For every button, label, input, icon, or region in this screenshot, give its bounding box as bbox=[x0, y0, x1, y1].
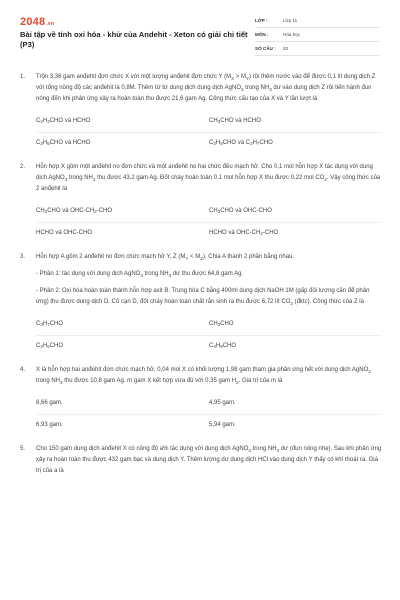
answer-option[interactable]: HCHO và OHC-CHO bbox=[36, 222, 209, 244]
meta-key: MÔN : bbox=[255, 32, 269, 37]
question-2 bbox=[20, 162, 382, 252]
answer-options bbox=[36, 201, 382, 244]
answer-option[interactable]: HCHO và OHC-CH 2 -CHO bbox=[209, 222, 382, 244]
question-number: 1. bbox=[20, 74, 26, 80]
question-text: Cho 150 gam dung dịch anđehit X có nồng độ a% tác dụng với dung dịch AgNO$_3$ trong $NH_3$ dư (đun nóng nhẹ). Sau khi phản ứng xảy ra hoàn toàn thu được 432 gam bạc và dung dịch Y. Thêm lượng dư dung dịch HCl vào dung dịch Y thấy có khí thoát ra. Giá trị của a là bbox=[36, 446, 382, 474]
question-4 bbox=[20, 365, 382, 444]
question-number: 2. bbox=[20, 164, 26, 170]
question-list bbox=[20, 72, 382, 485]
question-1 bbox=[20, 72, 382, 162]
answer-option[interactable]: C 2 H 5 CHO và C 3 H 7 CHO bbox=[209, 132, 382, 154]
meta-row-count bbox=[255, 42, 380, 56]
meta-row-grade bbox=[255, 14, 380, 28]
question-3 bbox=[20, 252, 382, 365]
question-number: 3. bbox=[20, 254, 26, 260]
answer-option[interactable]: CH 3 CHO và HCHO bbox=[209, 118, 261, 124]
question-text: X là hỗn hợp hai anđehit đơn chức mạch hở. 0,04 mol X có khối lượng 1,98 gam tham gia phản ứng hết với dung dịch AgNO$_3$ trong $NH_3$ thu được 10,8 gam Ag. m gam X kết hợp vừa đủ với 0,35 gam $H_2$. Giá trị của m là bbox=[36, 367, 371, 386]
answer-option[interactable]: CH 3 CHO và OHC-CH 2 -CHO bbox=[36, 208, 113, 214]
meta-table bbox=[255, 14, 380, 56]
answer-option[interactable]: 5,94 gam. bbox=[209, 414, 382, 436]
question-stem bbox=[20, 444, 382, 477]
question-number: 4. bbox=[20, 367, 26, 373]
question-stem bbox=[20, 72, 382, 105]
question-5 bbox=[20, 444, 382, 485]
answer-option[interactable]: 8,66 gam. bbox=[36, 400, 63, 406]
question-stem bbox=[20, 365, 382, 387]
meta-value: 20 bbox=[283, 46, 289, 51]
meta-value: Hóa học bbox=[283, 32, 301, 37]
question-text: Hỗn hợp X gồm một anđehit no đơn chức và một anđehit no hai chức đều mạch hở. Cho 0,1 mol hỗn hợp X tác dụng với dung dịch AgNO$_3$ trong $NH_3$ thu được 43,2 gam Ag. Đốt cháy hoàn toàn 0,1 mol hỗn hợp X thu được 0,22 mol $CO_2$. Vậy công thức của 2 anđehit là bbox=[36, 164, 381, 192]
answer-option[interactable]: CH 3 CHO bbox=[209, 321, 234, 327]
question-stem bbox=[20, 252, 382, 263]
answer-option[interactable]: C 2 H 3 CHO và HCHO bbox=[36, 118, 91, 124]
question-part: - Phần 2: Oxi hóa hoàn toàn thành hỗn hợp axit B. Trung hòa C bằng 400ml dung dịch NaOH 1M (gấp đôi lượng cần để phản ứng) thu được dung dịch D. Cô cạn D, đốt cháy hoàn toàn chất rắn sinh ra thu được 6,72 lít $CO_2$ (đktc). Công thức của Z là bbox=[36, 288, 370, 307]
answer-options bbox=[36, 393, 382, 436]
answer-option[interactable]: C 2 H 5 CHO bbox=[36, 335, 209, 357]
meta-row-subject bbox=[255, 28, 380, 42]
question-text: Hỗn hợp A gồm 2 anđehit no đơn chức mạch hở Y, Z $(M_Y < M_Z)$. Chia A thành 2 phần bằng nhau. bbox=[36, 254, 295, 262]
meta-value: Lớp 11 bbox=[283, 18, 298, 23]
answer-option[interactable]: 4,95 gam. bbox=[209, 400, 236, 406]
answer-option[interactable]: C 3 H 7 CHO bbox=[36, 321, 64, 327]
question-stem bbox=[20, 162, 382, 195]
question-text: Trộn 3,36 gam anđehit đơn chức X với một lượng anđehit đơn chức Y $(M_X > M_Y)$ rồi thêm nước vào để được 0,1 lít dung dịch Z với tổng nồng độ các anđehit là 0,8M. Thêm từ từ dung dịch dung dịch AgNO$_3$ trong $NH_3$ dư vào dung dịch Z rồi tiến hành đun nóng đến khi phản ứng xảy ra hoàn toàn thu được 21,6 gam Ag. Công thức cấu tạo của X và Y lần lượt là bbox=[36, 74, 376, 102]
meta-key: SỐ CÂU : bbox=[255, 46, 276, 51]
page-title: Bài tập về tính oxi hóa - khử của Andehit - Xeton có giải chi tiết (P3) bbox=[20, 30, 248, 49]
question-part: - Phần 1: tác dụng với dung dịch AgNO$_3$ trong $NH_3$ dư thu được 64,8 gam Ag. bbox=[36, 271, 244, 279]
document-header bbox=[0, 0, 400, 60]
answer-options bbox=[36, 314, 382, 357]
answer-option[interactable]: C 4 H 9 CHO bbox=[209, 335, 382, 357]
answer-option[interactable]: 6,93 gam. bbox=[36, 414, 209, 436]
site-logo[interactable]: 2048.vn bbox=[20, 16, 55, 28]
answer-option[interactable]: C 2 H 5 CHO và HCHO bbox=[36, 132, 209, 154]
question-number: 5. bbox=[20, 446, 26, 452]
answer-options bbox=[36, 111, 382, 154]
answer-option[interactable]: CH 3 CHO và OHC-CHO bbox=[209, 208, 272, 214]
meta-key: LỚP : bbox=[255, 18, 268, 23]
